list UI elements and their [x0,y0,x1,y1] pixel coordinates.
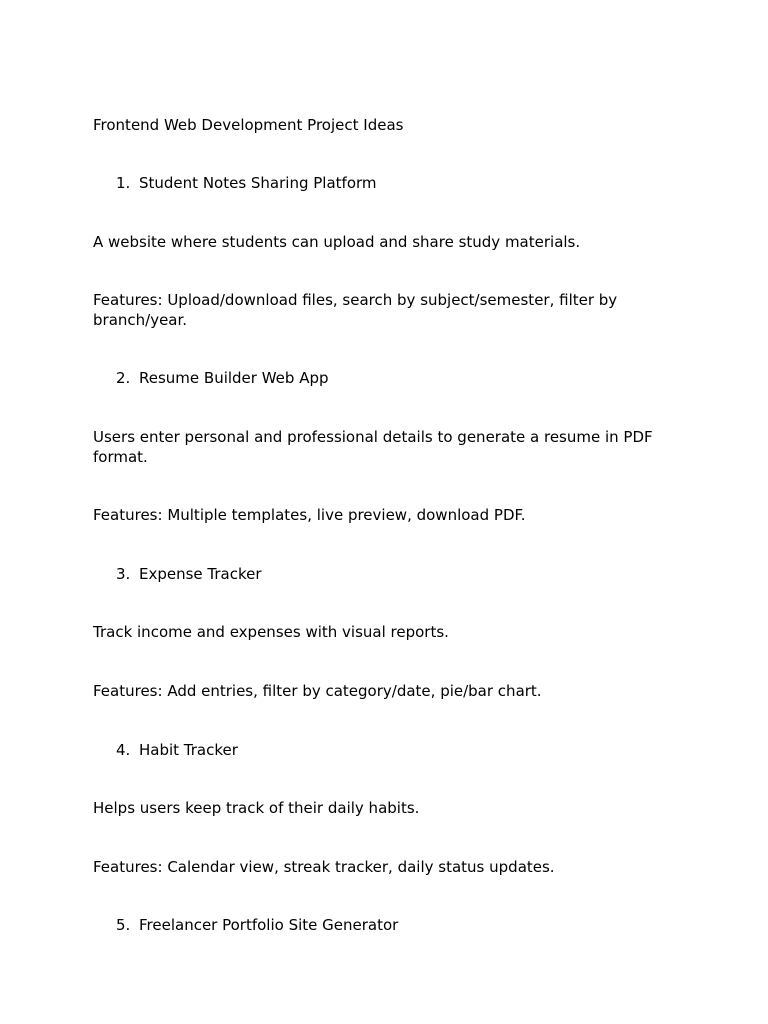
list-item-heading [116,740,238,760]
list-item-number: 3. [116,565,131,583]
project-description: A website where students can upload and share study materials. [93,233,581,251]
project-description: Track income and expenses with visual reports. [93,623,449,641]
list-item-title: Expense Tracker [139,565,262,583]
list-item-heading [116,915,398,935]
list-item-number: 4. [116,741,131,759]
project-features: Features: Multiple templates, live preview, download PDF. [93,506,526,524]
list-item-title: Resume Builder Web App [139,369,329,387]
list-item-number: 1. [116,174,131,192]
list-item-heading [116,173,377,193]
list-item-heading [116,368,329,388]
list-item-title: Habit Tracker [139,741,238,759]
project-features: Features: Calendar view, streak tracker, daily status updates. [93,858,555,876]
project-description: Helps users keep track of their daily habits. [93,799,420,817]
list-item-number: 2. [116,369,131,387]
project-features: Features: Upload/download files, search by subject/semester, filter by branch/year. [93,291,618,329]
project-description: Users enter personal and professional details to generate a resume in PDF format. [93,428,653,466]
list-item-heading [116,564,262,584]
project-features: Features: Add entries, filter by category/date, pie/bar chart. [93,682,542,700]
list-item-title: Student Notes Sharing Platform [139,174,377,192]
document-title: Frontend Web Development Project Ideas [93,116,404,134]
list-item-number: 5. [116,916,131,934]
list-item-title: Freelancer Portfolio Site Generator [139,916,399,934]
